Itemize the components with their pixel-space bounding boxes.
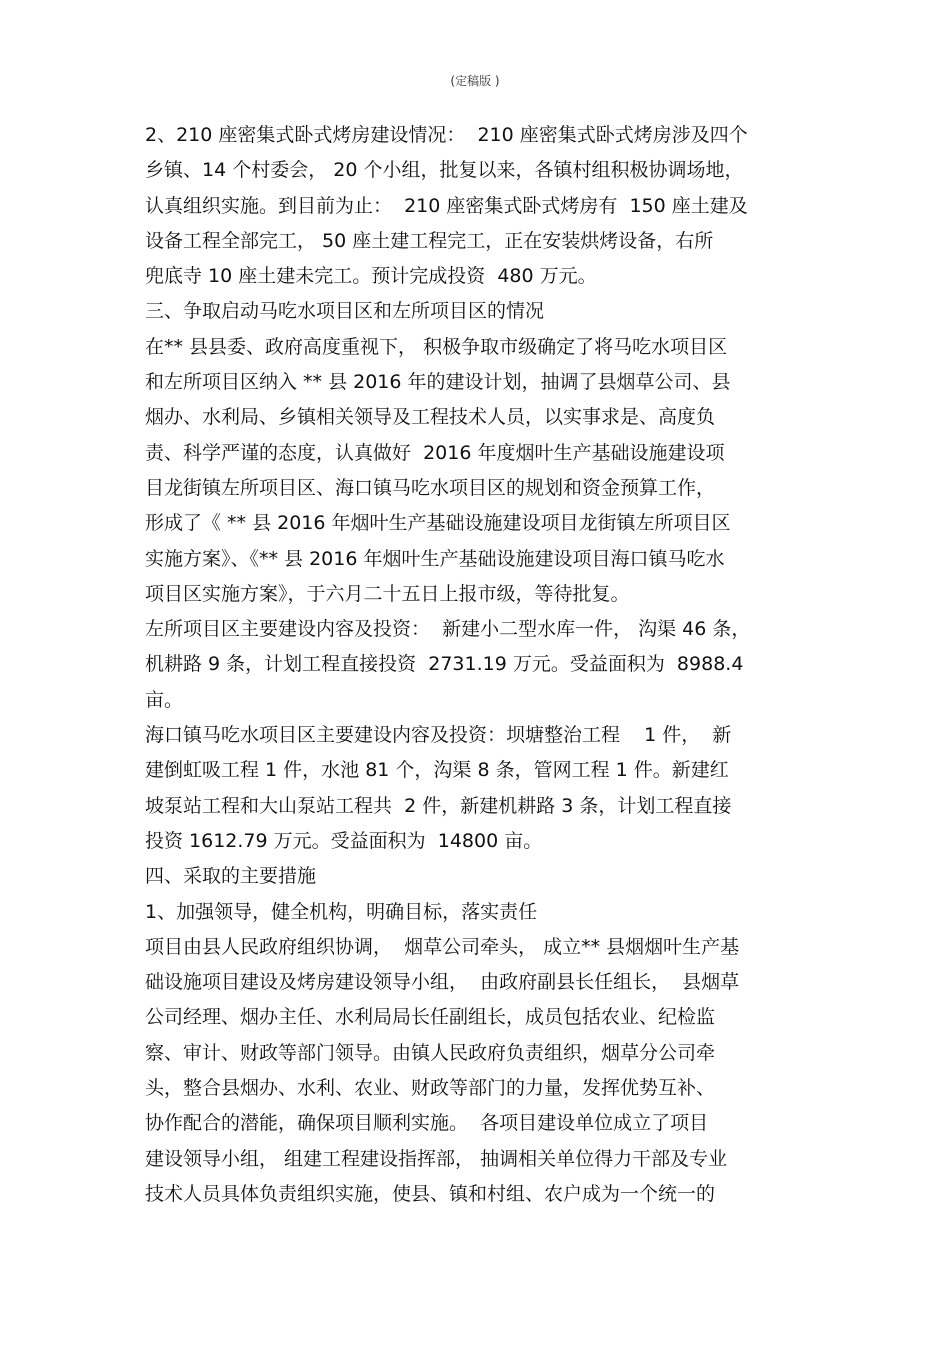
text-line: 乡镇、14 个村委会， 20 个小组，批复以来，各镇村组积极协调场地，: [145, 159, 744, 182]
page-header-label: (定稿版 ): [450, 74, 500, 88]
text-line: 公司经理、烟办主任、水利局局长任副组长，成员包括农业、纪检监: [145, 1006, 716, 1029]
text-line: 目龙街镇左所项目区、海口镇马吃水项目区的规划和资金预算工作，: [145, 476, 716, 499]
document-body: [145, 118, 810, 1212]
text-line: 设备工程全部完工， 50 座土建工程完工，正在安装烘烤设备，右所: [145, 229, 714, 252]
text-line: 协作配合的潜能，确保项目顺利实施。 各项目建设单位成立了项目: [145, 1112, 709, 1135]
text-line: 技术人员具体负责组织实施，使县、镇和村组、农户成为一个统一的: [145, 1182, 716, 1205]
text-line: 1、加强领导，健全机构，明确目标，落实责任: [145, 900, 538, 923]
text-line: 形成了《 ** 县 2016 年烟叶生产基础设施建设项目龙街镇左所项目区: [145, 512, 731, 535]
text-line: 察、审计、财政等部门领导。由镇人民政府负责组织，烟草分公司牵: [145, 1041, 716, 1064]
text-line: 左所项目区主要建设内容及投资： 新建小二型水库一件， 沟渠 46 条，: [145, 618, 751, 641]
text-line: 海口镇马吃水项目区主要建设内容及投资：坝塘整治工程 1 件， 新: [145, 724, 732, 747]
text-line: 投资 1612.79 万元。受益面积为 14800 亩。: [145, 829, 543, 852]
text-line: 2、210 座密集式卧式烤房建设情况： 210 座密集式卧式烤房涉及四个: [145, 124, 748, 146]
text-line: 头，整合县烟办、水利、农业、财政等部门的力量，发挥优势互补、: [145, 1077, 716, 1100]
text-line: 和左所项目区纳入 ** 县 2016 年的建设计划，抽调了县烟草公司、县: [145, 371, 731, 394]
text-line: 础设施项目建设及烤房建设领导小组， 由政府副县长任组长， 县烟草: [145, 971, 740, 994]
text-line: 实施方案》、《** 县 2016 年烟叶生产基础设施建设项目海口镇马吃水: [145, 547, 725, 570]
text-line: 在** 县县委、政府高度重视下， 积极争取市级确定了将马吃水项目区: [145, 335, 728, 358]
text-line: 项目由县人民政府组织协调， 烟草公司牵头， 成立** 县烟烟叶生产基: [145, 935, 740, 958]
text-line: 四、采取的主要措施: [145, 865, 317, 888]
text-line: 责、科学严谨的态度，认真做好 2016 年度烟叶生产基础设施建设项: [145, 441, 725, 464]
text-line: 机耕路 9 条，计划工程直接投资 2731.19 万元。受益面积为 8988.4: [145, 653, 744, 676]
text-line: 兜底寺 10 座土建未完工。预计完成投资 480 万元。: [145, 265, 597, 288]
text-line: 建设领导小组， 组建工程建设指挥部， 抽调相关单位得力干部及专业: [145, 1147, 728, 1170]
text-line: 认真组织实施。到目前为止： 210 座密集式卧式烤房有 150 座土建及: [145, 194, 748, 217]
text-line: 亩。: [145, 688, 184, 711]
text-line: 烟办、水利局、乡镇相关领导及工程技术人员，以实事求是、高度负: [145, 406, 716, 429]
text-line: 三、争取启动马吃水项目区和左所项目区的情况: [145, 300, 545, 323]
text-line: 建倒虹吸工程 1 件，水池 81 个，沟渠 8 条，管网工程 1 件。新建红: [145, 759, 729, 782]
text-line: 坡泵站工程和大山泵站工程共 2 件，新建机耕路 3 条，计划工程直接: [145, 794, 732, 817]
text-line: 项目区实施方案》，于六月二十五日上报市级，等待批复。: [145, 582, 630, 605]
